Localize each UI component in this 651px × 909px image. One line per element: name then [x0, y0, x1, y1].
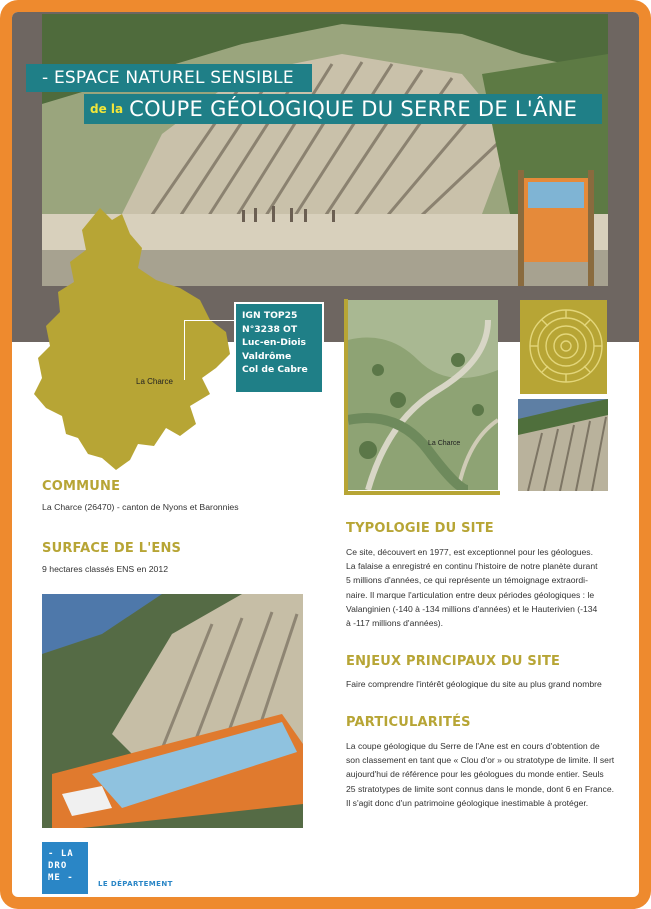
poster-page — [12, 12, 639, 897]
typologie-line: Valanginien (-140 à -134 millions d'années) et le Hauterivien (-134 — [346, 603, 598, 614]
surface-heading: SURFACE DE L'ENS — [42, 541, 182, 556]
typologie-line: naire. Il marque l'articulation entre deux périodes géologiques : le — [346, 589, 595, 600]
drome-logo — [42, 842, 88, 894]
title-line-1: - ESPACE NATUREL SENSIBLE — [26, 64, 312, 92]
ign-line: N°3238 OT — [242, 323, 298, 335]
particularites-text — [346, 739, 618, 810]
enjeux-heading: ENJEUX PRINCIPAUX DU SITE — [346, 654, 561, 669]
ammonite-fossil-image — [520, 300, 607, 394]
typologie-line: Ce site, découvert en 1977, est exceptionnel pour les géologues. — [346, 547, 593, 557]
typologie-line: 5 millions d'années, ce qui représente un témoignage extraordi- — [346, 575, 588, 586]
department-label: LE DÉPARTEMENT — [98, 880, 173, 888]
ign-reference-box — [234, 302, 324, 394]
logo-line: DRO — [48, 861, 68, 871]
ign-line: Luc-en-Diois — [242, 337, 306, 349]
enjeux-text: Faire comprendre l'intérêt géologique du site au plus grand nombre — [346, 679, 602, 689]
typologie-line: à -117 millions d'années). — [346, 618, 444, 629]
aerial-photo — [348, 300, 498, 490]
title-prefix: de la — [90, 102, 124, 116]
particularites-line: 25 stratotypes de limite sont connus dans le monde, dont 6 en France. — [346, 783, 614, 794]
title-main: COUPE GÉOLOGIQUE DU SERRE DE L'ÂNE — [129, 97, 578, 121]
interpretation-panel-photo — [42, 594, 303, 828]
particularites-line: Il s'agit donc d'un patrimoine géologique inestimable à protéger. — [346, 797, 589, 808]
title-line-2 — [84, 94, 602, 124]
surface-text: 9 hectares classés ENS en 2012 — [42, 564, 169, 574]
logo-line: - LA — [48, 849, 74, 859]
particularites-line: son classement en tant que « Clou d'or » ou stratotype de limite. Il sert — [346, 755, 615, 766]
typologie-heading: TYPOLOGIE DU SITE — [346, 521, 494, 536]
particularites-heading: PARTICULARITÉS — [346, 715, 471, 730]
aerial-place-label: La Charce — [428, 440, 461, 447]
ign-line: IGN TOP25 — [242, 310, 298, 321]
particularites-line: La coupe géologique du Serre de l'Ane est en cours d'obtention de — [346, 741, 600, 751]
typologie-line: La falaise a enregistré en continu l'histoire de notre planète durant — [346, 561, 598, 572]
cliff-strata-photo — [518, 399, 608, 491]
ign-line: Col de Cabre — [242, 364, 308, 376]
drome-map — [30, 208, 240, 478]
commune-heading: COMMUNE — [42, 479, 121, 494]
ign-line: Valdrôme — [242, 350, 292, 362]
map-leader-line-vertical — [184, 320, 185, 380]
map-place-label: La Charce — [136, 377, 173, 386]
logo-line: ME - — [48, 873, 74, 883]
particularites-line: aujourd'hui de référence pour les géologues du monde entier. Seuls — [346, 769, 604, 780]
commune-text: La Charce (26470) - canton de Nyons et Baronnies — [42, 502, 239, 512]
map-leader-line — [184, 320, 234, 321]
typologie-text — [346, 545, 618, 630]
